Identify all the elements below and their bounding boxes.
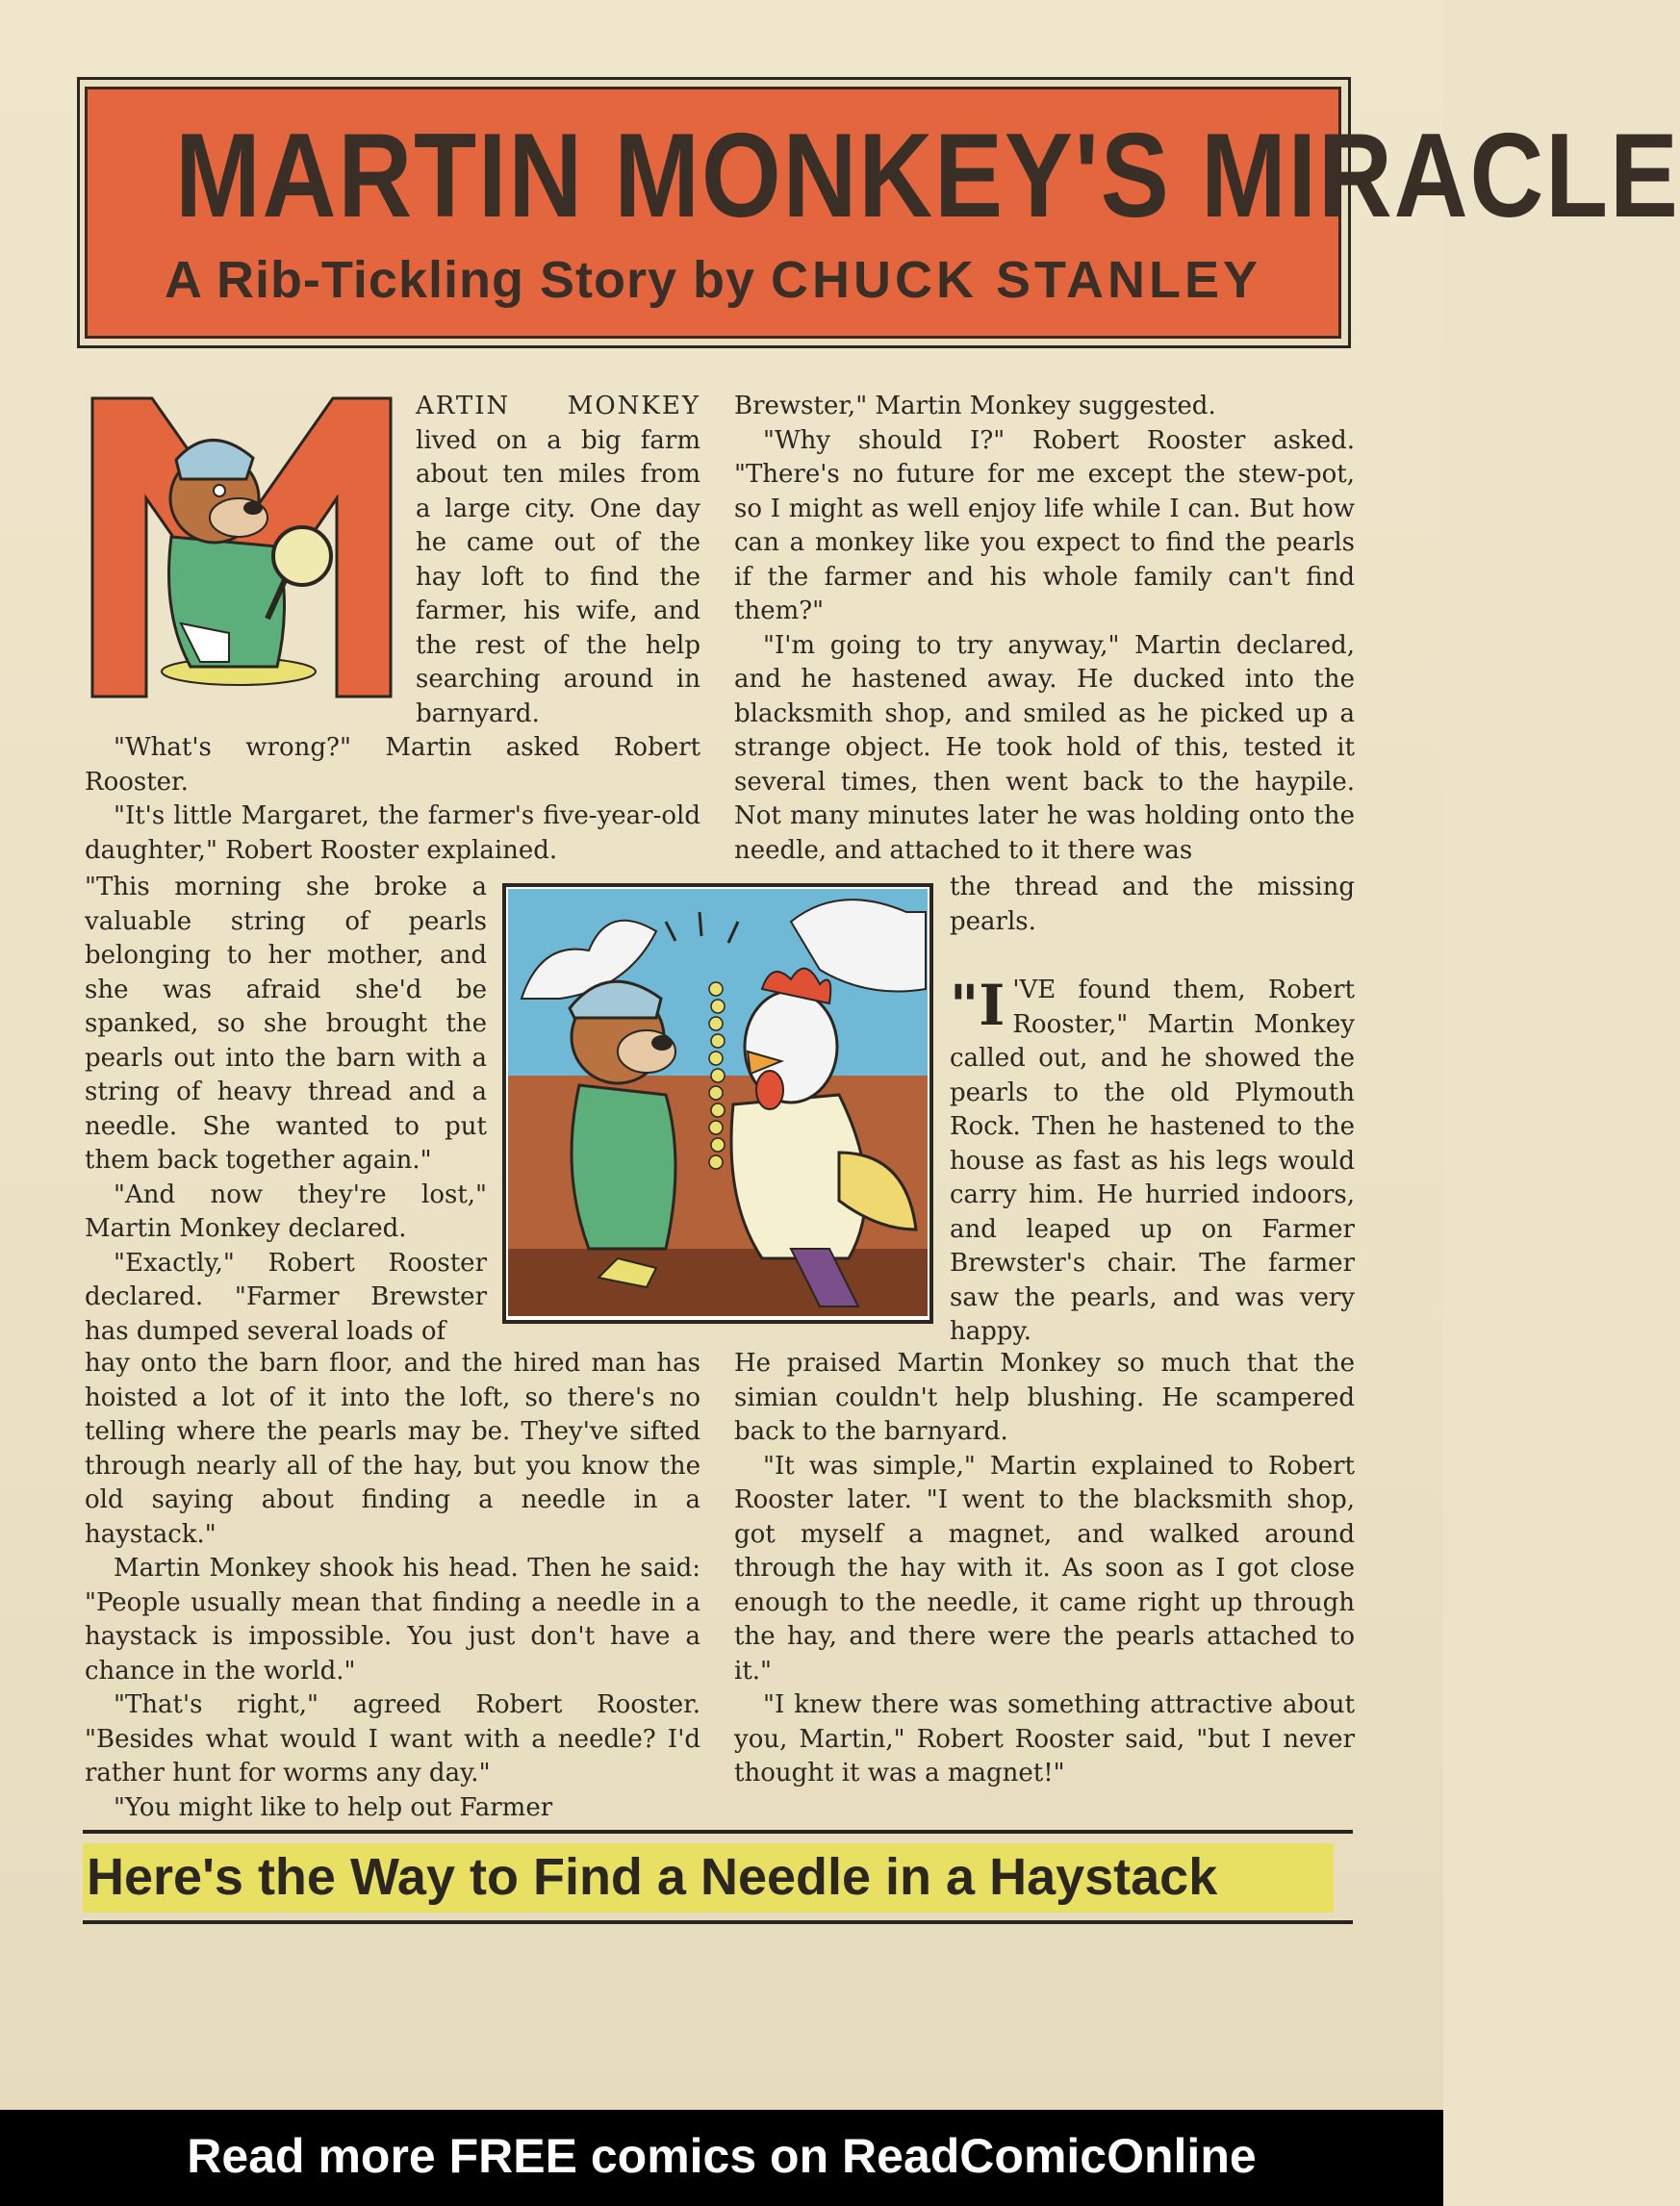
paragraph: "I'm going to try anyway," Martin declared, and he hastened away. He ducked into the blacksmith shop, and smiled as he picked up a strange object. He took hold of this, tested it several times, then went back to the haypile. Not many minutes later he was holding onto the needle, and attached to it there was [734, 630, 1355, 865]
dropcap-illustration [85, 393, 400, 702]
paragraph: "And now they're lost," Martin Monkey declared. [85, 1179, 487, 1243]
paragraph: hay onto the barn floor, and the hired man has hoisted a lot of it into the loft, so there's no telling where the pearls may be. They've sifted through nearly all of the hay, but you know the old saying about finding a needle in a haystack." [85, 1349, 700, 1549]
paragraph: Brewster," Martin Monkey suggested. [734, 392, 1216, 420]
paragraph: Martin Monkey shook his head. Then he said: "People usually mean that finding a needle in a haystack is impossible. You just don't have a chance in the world." [85, 1554, 700, 1686]
paragraph: "Exactly," Robert Rooster declared. "Farmer Brewster has dumped several loads of [85, 1248, 487, 1346]
dropcap-lead: ARTIN MONKEY [416, 392, 700, 420]
paragraph: "You might like to help out Farmer [114, 1792, 553, 1822]
paragraph: the thread and the missing pearls. [950, 873, 1355, 936]
paragraph: "Why should I?" Robert Rooster asked. "There's no future for me except the stew-pot, so I might as well enjoy life while I can. But how can a monkey like you expect to find the pearls if the farmer and his whole family can't find them?" [734, 425, 1355, 625]
paragraph: "It was simple," Martin explained to Robert Rooster later. "I went to the blacksmith shop, got myself a magnet, and walked around through the hay with it. As soon as I got close enough to the needle, it came right up through the hay, and there were the pearls attached to it." [734, 1451, 1355, 1686]
left-column-bottom [85, 1347, 700, 1825]
paragraph: "I knew there was something attractive about you, Martin," Robert Rooster said, "but I never thought it was a magnet!" [734, 1690, 1355, 1788]
right-column-top [734, 390, 1355, 868]
paragraph: "What's wrong?" Martin asked Robert Rooster. [85, 733, 700, 797]
site-footer [0, 2110, 1443, 2206]
haystack-strip-text: Here's the Way to Find a Needle in a Haystack [87, 1848, 1218, 1906]
footer-text[interactable]: Read more FREE comics on ReadComicOnline [187, 2129, 1257, 2183]
strip-rule-bottom [83, 1920, 1353, 1924]
title-banner [85, 87, 1680, 339]
dropcap-quote: "I [950, 973, 1005, 1038]
opening-paragraph [416, 390, 700, 731]
paragraph [950, 974, 1355, 1350]
story-byline [88, 251, 1338, 309]
paragraph: "That's right," agreed Robert Rooster. "Besides what would I want with a needle? I'd rather hunt for worms any day." [85, 1690, 700, 1788]
paragraph: He praised Martin Monkey so much that the simian couldn't help blushing. He scampered back to the barnyard. [734, 1349, 1355, 1446]
paragraph-text: 'VE found them, Robert Rooster," Martin Monkey called out, and he showed the pearls to the old Plymouth Rock. Then he hastened to the house as fast as his legs would carry him. He hurried indoors, and leaped up on Farmer Brewster's chair. The farmer saw the pearls, and was very happy. [950, 976, 1355, 1346]
left-column-top [85, 731, 700, 868]
story-title: MARTIN MONKEY'S MIRACLE [175, 110, 1680, 242]
opening-text: lived on a big farm about ten miles from a large city. One day he came out of the hay loft to find the farmer, his wife, and the rest of the help searching around in barnyard. [416, 425, 700, 728]
paragraph: "It's little Margaret, the farmer's five-year-old daughter," Robert Rooster explained. [85, 801, 700, 865]
paragraph: "This morning she broke a valuable string of pearls belonging to her mother, and she was afraid she'd be spanked, so she brought the pearls out into the barn with a string of heavy thread and a needle. She wanted to put them back together again." [85, 873, 487, 1175]
byline-prefix: A Rib-Tickling Story by [164, 251, 756, 309]
left-wrap-column [85, 871, 487, 1349]
right-wrap-column [950, 871, 1355, 1350]
right-column-bottom [734, 1347, 1355, 1791]
haystack-strip [83, 1843, 1334, 1913]
monkey-rooster-illustration [502, 883, 933, 1324]
strip-rule-top [83, 1830, 1353, 1834]
author-name: CHUCK STANLEY [771, 251, 1262, 309]
